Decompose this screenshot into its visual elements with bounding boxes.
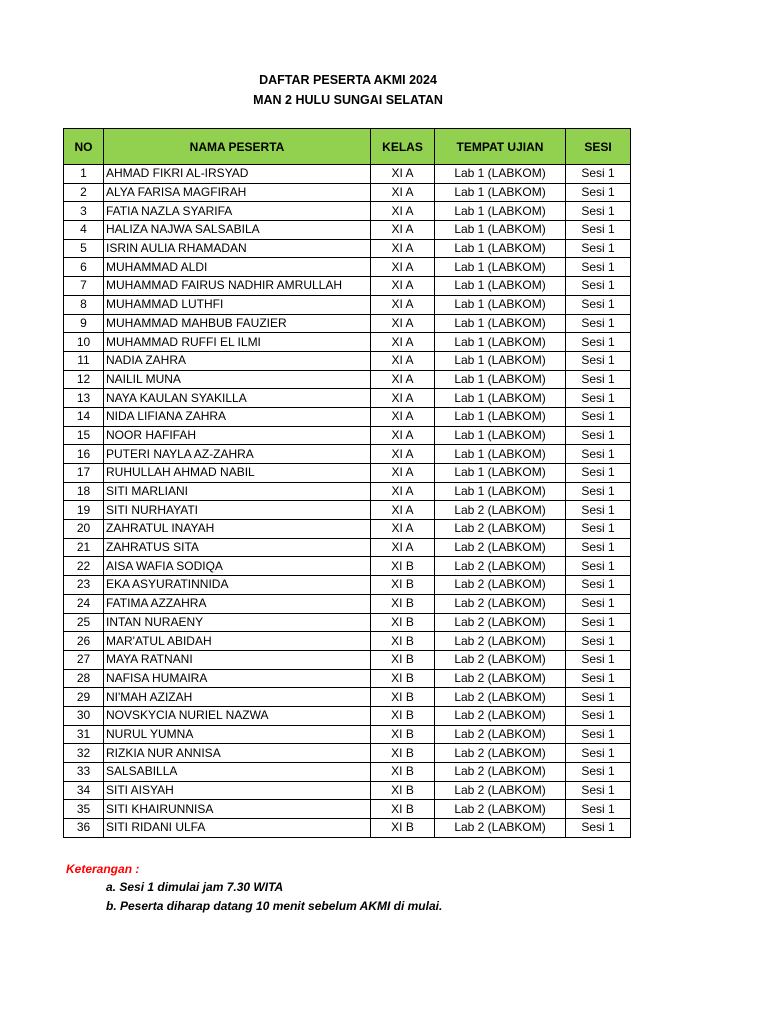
- cell-tempat-ujian: Lab 2 (LABKOM): [435, 763, 566, 782]
- cell-nama-peserta: MUHAMMAD ALDI: [104, 258, 371, 277]
- cell-nama-peserta: HALIZA NAJWA SALSABILA: [104, 221, 371, 240]
- cell-sesi: Sesi 1: [566, 706, 631, 725]
- cell-kelas: XI B: [371, 688, 435, 707]
- cell-sesi: Sesi 1: [566, 407, 631, 426]
- cell-no: 24: [64, 594, 104, 613]
- cell-kelas: XI B: [371, 781, 435, 800]
- cell-nama-peserta: AHMAD FIKRI AL-IRSYAD: [104, 165, 371, 184]
- cell-no: 21: [64, 538, 104, 557]
- cell-kelas: XI B: [371, 576, 435, 595]
- notes-section: [66, 860, 442, 916]
- cell-sesi: Sesi 1: [566, 314, 631, 333]
- cell-no: 6: [64, 258, 104, 277]
- table-body: [64, 165, 631, 838]
- cell-tempat-ujian: Lab 2 (LABKOM): [435, 706, 566, 725]
- cell-tempat-ujian: Lab 1 (LABKOM): [435, 202, 566, 221]
- cell-tempat-ujian: Lab 2 (LABKOM): [435, 613, 566, 632]
- cell-tempat-ujian: Lab 2 (LABKOM): [435, 501, 566, 520]
- cell-no: 10: [64, 333, 104, 352]
- cell-kelas: XI A: [371, 501, 435, 520]
- cell-sesi: Sesi 1: [566, 445, 631, 464]
- participant-table: [63, 128, 631, 838]
- cell-sesi: Sesi 1: [566, 613, 631, 632]
- cell-kelas: XI A: [371, 221, 435, 240]
- cell-kelas: XI B: [371, 650, 435, 669]
- cell-tempat-ujian: Lab 1 (LABKOM): [435, 482, 566, 501]
- cell-tempat-ujian: Lab 1 (LABKOM): [435, 426, 566, 445]
- cell-kelas: XI A: [371, 407, 435, 426]
- column-header-tempat-ujian: TEMPAT UJIAN: [435, 129, 566, 165]
- cell-no: 22: [64, 557, 104, 576]
- cell-sesi: Sesi 1: [566, 295, 631, 314]
- cell-kelas: XI B: [371, 613, 435, 632]
- cell-tempat-ujian: Lab 1 (LABKOM): [435, 407, 566, 426]
- table-row: [64, 277, 631, 296]
- table-row: [64, 706, 631, 725]
- cell-tempat-ujian: Lab 2 (LABKOM): [435, 576, 566, 595]
- cell-kelas: XI A: [371, 258, 435, 277]
- cell-kelas: XI A: [371, 165, 435, 184]
- table-row: [64, 202, 631, 221]
- table-row: [64, 632, 631, 651]
- table-row: [64, 239, 631, 258]
- cell-tempat-ujian: Lab 2 (LABKOM): [435, 819, 566, 838]
- cell-kelas: XI A: [371, 445, 435, 464]
- cell-tempat-ujian: Lab 1 (LABKOM): [435, 389, 566, 408]
- cell-tempat-ujian: Lab 1 (LABKOM): [435, 370, 566, 389]
- cell-kelas: XI A: [371, 370, 435, 389]
- table-row: [64, 763, 631, 782]
- cell-kelas: XI B: [371, 594, 435, 613]
- cell-no: 25: [64, 613, 104, 632]
- cell-sesi: Sesi 1: [566, 576, 631, 595]
- cell-no: 27: [64, 650, 104, 669]
- cell-tempat-ujian: Lab 2 (LABKOM): [435, 520, 566, 539]
- cell-sesi: Sesi 1: [566, 277, 631, 296]
- cell-kelas: XI A: [371, 333, 435, 352]
- cell-tempat-ujian: Lab 2 (LABKOM): [435, 725, 566, 744]
- cell-no: 8: [64, 295, 104, 314]
- cell-nama-peserta: RUHULLAH AHMAD NABIL: [104, 464, 371, 483]
- cell-no: 32: [64, 744, 104, 763]
- table-row: [64, 351, 631, 370]
- cell-sesi: Sesi 1: [566, 538, 631, 557]
- cell-sesi: Sesi 1: [566, 426, 631, 445]
- table-row: [64, 445, 631, 464]
- cell-nama-peserta: MAYA RATNANI: [104, 650, 371, 669]
- cell-sesi: Sesi 1: [566, 258, 631, 277]
- table-row: [64, 781, 631, 800]
- cell-nama-peserta: SALSABILLA: [104, 763, 371, 782]
- cell-kelas: XI A: [371, 464, 435, 483]
- cell-no: 15: [64, 426, 104, 445]
- table-row: [64, 389, 631, 408]
- cell-kelas: XI B: [371, 557, 435, 576]
- cell-nama-peserta: NIDA LIFIANA ZAHRA: [104, 407, 371, 426]
- table-row: [64, 800, 631, 819]
- cell-sesi: Sesi 1: [566, 688, 631, 707]
- cell-sesi: Sesi 1: [566, 501, 631, 520]
- cell-tempat-ujian: Lab 1 (LABKOM): [435, 445, 566, 464]
- cell-tempat-ujian: Lab 1 (LABKOM): [435, 165, 566, 184]
- cell-no: 34: [64, 781, 104, 800]
- cell-sesi: Sesi 1: [566, 221, 631, 240]
- cell-tempat-ujian: Lab 1 (LABKOM): [435, 351, 566, 370]
- cell-tempat-ujian: Lab 1 (LABKOM): [435, 221, 566, 240]
- cell-no: 4: [64, 221, 104, 240]
- title-line-2: MAN 2 HULU SUNGAI SELATAN: [253, 93, 443, 107]
- table-row: [64, 165, 631, 184]
- note-item: b. Peserta diharap datang 10 menit sebelum AKMI di mulai.: [106, 899, 443, 913]
- cell-nama-peserta: FATIA NAZLA SYARIFA: [104, 202, 371, 221]
- cell-tempat-ujian: Lab 1 (LABKOM): [435, 333, 566, 352]
- cell-sesi: Sesi 1: [566, 725, 631, 744]
- cell-kelas: XI B: [371, 744, 435, 763]
- cell-sesi: Sesi 1: [566, 165, 631, 184]
- column-header-sesi: SESI: [566, 129, 631, 165]
- cell-tempat-ujian: Lab 1 (LABKOM): [435, 183, 566, 202]
- cell-tempat-ujian: Lab 1 (LABKOM): [435, 295, 566, 314]
- cell-no: 36: [64, 819, 104, 838]
- cell-kelas: XI A: [371, 295, 435, 314]
- cell-no: 31: [64, 725, 104, 744]
- cell-sesi: Sesi 1: [566, 202, 631, 221]
- cell-no: 26: [64, 632, 104, 651]
- cell-sesi: Sesi 1: [566, 370, 631, 389]
- cell-tempat-ujian: Lab 2 (LABKOM): [435, 538, 566, 557]
- cell-kelas: XI B: [371, 725, 435, 744]
- cell-nama-peserta: MUHAMMAD RUFFI EL ILMI: [104, 333, 371, 352]
- cell-kelas: XI B: [371, 763, 435, 782]
- cell-tempat-ujian: Lab 2 (LABKOM): [435, 781, 566, 800]
- table-row: [64, 482, 631, 501]
- cell-no: 16: [64, 445, 104, 464]
- cell-nama-peserta: RIZKIA NUR ANNISA: [104, 744, 371, 763]
- cell-kelas: XI A: [371, 389, 435, 408]
- cell-kelas: XI A: [371, 351, 435, 370]
- column-header-kelas: KELAS: [371, 129, 435, 165]
- cell-nama-peserta: MUHAMMAD FAIRUS NADHIR AMRULLAH: [104, 277, 371, 296]
- table-row: [64, 501, 631, 520]
- table-header-row: [64, 129, 631, 165]
- cell-nama-peserta: ISRIN AULIA RHAMADAN: [104, 239, 371, 258]
- cell-kelas: XI A: [371, 538, 435, 557]
- cell-no: 12: [64, 370, 104, 389]
- table-row: [64, 464, 631, 483]
- cell-tempat-ujian: Lab 2 (LABKOM): [435, 688, 566, 707]
- cell-nama-peserta: NOOR HAFIFAH: [104, 426, 371, 445]
- cell-nama-peserta: EKA ASYURATINNIDA: [104, 576, 371, 595]
- cell-nama-peserta: SITI NURHAYATI: [104, 501, 371, 520]
- note-item: a. Sesi 1 dimulai jam 7.30 WITA: [106, 880, 284, 894]
- table-row: [64, 538, 631, 557]
- table-row: [64, 576, 631, 595]
- cell-nama-peserta: MAR'ATUL ABIDAH: [104, 632, 371, 651]
- table-row: [64, 221, 631, 240]
- cell-tempat-ujian: Lab 2 (LABKOM): [435, 744, 566, 763]
- cell-kelas: XI B: [371, 819, 435, 838]
- cell-sesi: Sesi 1: [566, 632, 631, 651]
- cell-sesi: Sesi 1: [566, 669, 631, 688]
- cell-no: 7: [64, 277, 104, 296]
- cell-no: 5: [64, 239, 104, 258]
- cell-no: 9: [64, 314, 104, 333]
- cell-nama-peserta: NAFISA HUMAIRA: [104, 669, 371, 688]
- cell-kelas: XI A: [371, 426, 435, 445]
- table-row: [64, 370, 631, 389]
- cell-sesi: Sesi 1: [566, 744, 631, 763]
- cell-kelas: XI A: [371, 239, 435, 258]
- cell-no: 11: [64, 351, 104, 370]
- cell-no: 20: [64, 520, 104, 539]
- cell-nama-peserta: SITI RIDANI ULFA: [104, 819, 371, 838]
- cell-sesi: Sesi 1: [566, 333, 631, 352]
- cell-sesi: Sesi 1: [566, 763, 631, 782]
- cell-sesi: Sesi 1: [566, 183, 631, 202]
- table-row: [64, 819, 631, 838]
- cell-sesi: Sesi 1: [566, 239, 631, 258]
- cell-nama-peserta: SITI AISYAH: [104, 781, 371, 800]
- cell-nama-peserta: NURUL YUMNA: [104, 725, 371, 744]
- cell-tempat-ujian: Lab 1 (LABKOM): [435, 277, 566, 296]
- cell-sesi: Sesi 1: [566, 351, 631, 370]
- cell-no: 30: [64, 706, 104, 725]
- cell-sesi: Sesi 1: [566, 520, 631, 539]
- cell-kelas: XI B: [371, 706, 435, 725]
- cell-sesi: Sesi 1: [566, 464, 631, 483]
- cell-nama-peserta: NAYA KAULAN SYAKILLA: [104, 389, 371, 408]
- cell-no: 35: [64, 800, 104, 819]
- table-row: [64, 650, 631, 669]
- cell-no: 19: [64, 501, 104, 520]
- cell-nama-peserta: NAILIL MUNA: [104, 370, 371, 389]
- cell-sesi: Sesi 1: [566, 482, 631, 501]
- cell-sesi: Sesi 1: [566, 557, 631, 576]
- column-header-no: NO: [64, 129, 104, 165]
- cell-kelas: XI B: [371, 800, 435, 819]
- table-row: [64, 594, 631, 613]
- cell-nama-peserta: INTAN NURAENY: [104, 613, 371, 632]
- title-line-1: DAFTAR PESERTA AKMI 2024: [259, 73, 437, 87]
- cell-kelas: XI A: [371, 277, 435, 296]
- cell-sesi: Sesi 1: [566, 819, 631, 838]
- cell-sesi: Sesi 1: [566, 800, 631, 819]
- cell-tempat-ujian: Lab 2 (LABKOM): [435, 557, 566, 576]
- cell-no: 14: [64, 407, 104, 426]
- cell-no: 33: [64, 763, 104, 782]
- table-row: [64, 333, 631, 352]
- cell-tempat-ujian: Lab 2 (LABKOM): [435, 650, 566, 669]
- table-row: [64, 520, 631, 539]
- cell-sesi: Sesi 1: [566, 389, 631, 408]
- cell-nama-peserta: SITI MARLIANI: [104, 482, 371, 501]
- cell-nama-peserta: PUTERI NAYLA AZ-ZAHRA: [104, 445, 371, 464]
- cell-sesi: Sesi 1: [566, 781, 631, 800]
- cell-no: 29: [64, 688, 104, 707]
- table-row: [64, 725, 631, 744]
- cell-tempat-ujian: Lab 1 (LABKOM): [435, 239, 566, 258]
- table-row: [64, 295, 631, 314]
- table-row: [64, 407, 631, 426]
- cell-nama-peserta: ALYA FARISA MAGFIRAH: [104, 183, 371, 202]
- table-row: [64, 557, 631, 576]
- table-row: [64, 688, 631, 707]
- table-row: [64, 314, 631, 333]
- cell-no: 23: [64, 576, 104, 595]
- cell-no: 28: [64, 669, 104, 688]
- cell-nama-peserta: AISA WAFIA SODIQA: [104, 557, 371, 576]
- cell-nama-peserta: NOVSKYCIA NURIEL NAZWA: [104, 706, 371, 725]
- cell-kelas: XI B: [371, 632, 435, 651]
- cell-nama-peserta: NI'MAH AZIZAH: [104, 688, 371, 707]
- cell-tempat-ujian: Lab 2 (LABKOM): [435, 594, 566, 613]
- cell-no: 2: [64, 183, 104, 202]
- cell-sesi: Sesi 1: [566, 594, 631, 613]
- notes-heading: Keterangan :: [66, 862, 140, 876]
- cell-tempat-ujian: Lab 2 (LABKOM): [435, 632, 566, 651]
- cell-kelas: XI A: [371, 314, 435, 333]
- cell-nama-peserta: FATIMA AZZAHRA: [104, 594, 371, 613]
- cell-tempat-ujian: Lab 1 (LABKOM): [435, 258, 566, 277]
- cell-nama-peserta: ZAHRATUS SITA: [104, 538, 371, 557]
- cell-tempat-ujian: Lab 1 (LABKOM): [435, 464, 566, 483]
- cell-no: 3: [64, 202, 104, 221]
- cell-no: 1: [64, 165, 104, 184]
- table-row: [64, 613, 631, 632]
- cell-kelas: XI A: [371, 202, 435, 221]
- table-row: [64, 183, 631, 202]
- table-row: [64, 744, 631, 763]
- cell-tempat-ujian: Lab 1 (LABKOM): [435, 314, 566, 333]
- cell-nama-peserta: SITI KHAIRUNNISA: [104, 800, 371, 819]
- table-row: [64, 669, 631, 688]
- cell-no: 13: [64, 389, 104, 408]
- cell-tempat-ujian: Lab 2 (LABKOM): [435, 669, 566, 688]
- cell-no: 17: [64, 464, 104, 483]
- table-row: [64, 258, 631, 277]
- cell-nama-peserta: NADIA ZAHRA: [104, 351, 371, 370]
- table-row: [64, 426, 631, 445]
- cell-sesi: Sesi 1: [566, 650, 631, 669]
- cell-nama-peserta: MUHAMMAD LUTHFI: [104, 295, 371, 314]
- cell-no: 18: [64, 482, 104, 501]
- cell-kelas: XI B: [371, 669, 435, 688]
- cell-tempat-ujian: Lab 2 (LABKOM): [435, 800, 566, 819]
- column-header-nama-peserta: NAMA PESERTA: [104, 129, 371, 165]
- cell-nama-peserta: MUHAMMAD MAHBUB FAUZIER: [104, 314, 371, 333]
- document-title: [0, 70, 696, 110]
- cell-nama-peserta: ZAHRATUL INAYAH: [104, 520, 371, 539]
- cell-kelas: XI A: [371, 183, 435, 202]
- cell-kelas: XI A: [371, 520, 435, 539]
- cell-kelas: XI A: [371, 482, 435, 501]
